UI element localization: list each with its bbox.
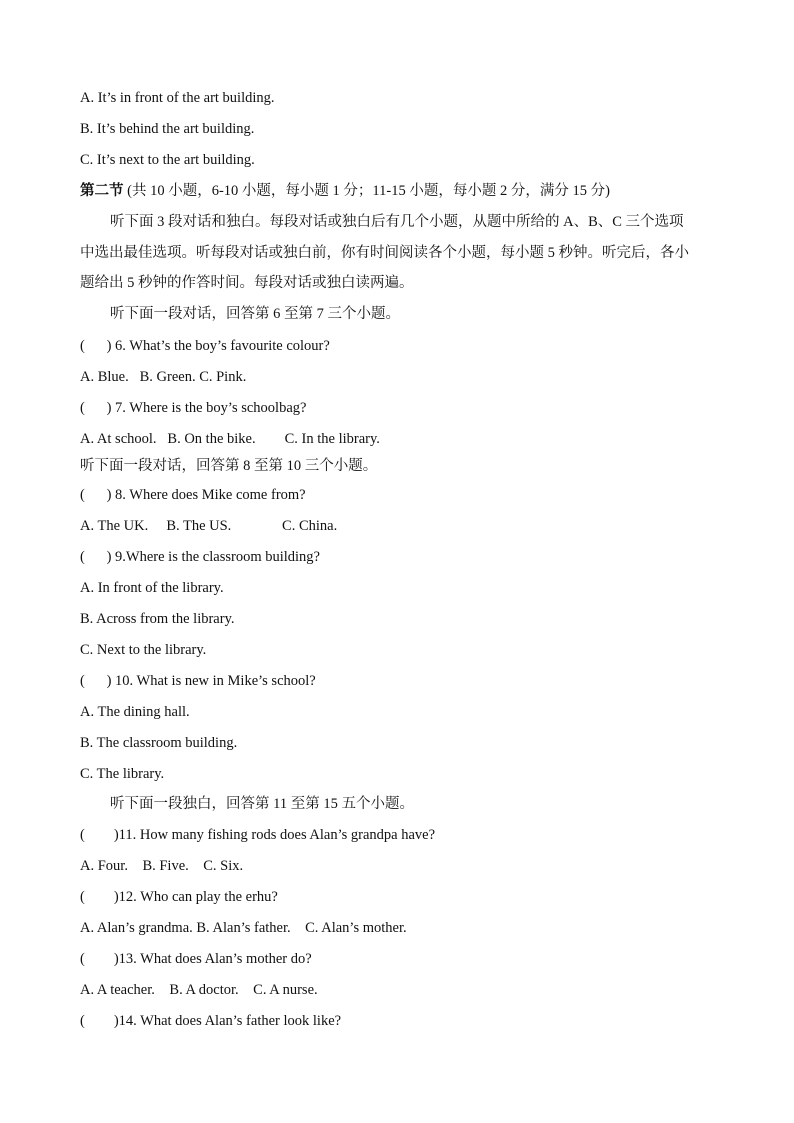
option-line: A. It’s in front of the art building. <box>80 90 275 106</box>
question: ( ) 7. Where is the boy’s schoolbag? <box>80 400 307 416</box>
instruction-line: 题给出 5 秒钟的作答时间。每段对话或独白读两遍。 <box>80 275 414 291</box>
listening-direction: 听下面一段对话，回答第 6 至第 7 三个小题。 <box>110 306 400 322</box>
question: ( ) 8. Where does Mike come from? <box>80 487 306 503</box>
question-option: C. Next to the library. <box>80 642 207 658</box>
question: ( )13. What does Alan’s mother do? <box>80 951 312 967</box>
question: ( ) 10. What is new in Mike’s school? <box>80 673 316 689</box>
section-heading <box>80 182 610 200</box>
question: ( )11. How many fishing rods does Alan’s grandpa have? <box>80 827 436 843</box>
question: ( ) 9.Where is the classroom building? <box>80 549 320 565</box>
question-options: A. Alan’s grandma. B. Alan’s father. C. Alan’s mother. <box>80 920 407 936</box>
question-options: A. Blue. B. Green. C. Pink. <box>80 369 247 385</box>
listening-direction: 听下面一段独白，回答第 11 至第 15 五个小题。 <box>110 796 414 812</box>
question-option: C. The library. <box>80 766 165 782</box>
question-options: A. The UK. B. The US. C. China. <box>80 518 338 534</box>
option-line: B. It’s behind the art building. <box>80 121 255 137</box>
question: ( )12. Who can play the erhu? <box>80 889 278 905</box>
section-note: (共 10 小题，6-10 小题，每小题 1 分；11-15 小题，每小题 2 分，满分 15 分) <box>123 183 610 199</box>
section-title: 第二节 <box>80 183 124 199</box>
question-options: A. Four. B. Five. C. Six. <box>80 858 244 874</box>
question: ( ) 6. What’s the boy’s favourite colour? <box>80 338 330 354</box>
question-option: A. In front of the library. <box>80 580 224 596</box>
option-line: C. It’s next to the art building. <box>80 152 255 168</box>
question-options: A. A teacher. B. A doctor. C. A nurse. <box>80 982 318 998</box>
question-options: A. At school. B. On the bike. C. In the library. <box>80 431 380 447</box>
instruction-line: 听下面 3 段对话和独白。每段对话或独白后有几个小题，从题中所给的 A、B、C 三个选项 <box>110 214 684 230</box>
question-option: A. The dining hall. <box>80 704 190 720</box>
question: ( )14. What does Alan’s father look like? <box>80 1013 342 1029</box>
question-option: B. The classroom building. <box>80 735 238 751</box>
listening-direction: 听下面一段对话，回答第 8 至第 10 三个小题。 <box>80 458 378 474</box>
instruction-line: 中选出最佳选项。听每段对话或独白前，你有时间阅读各个小题，每小题 5 秒钟。听完后，各小 <box>80 245 689 261</box>
question-option: B. Across from the library. <box>80 611 235 627</box>
